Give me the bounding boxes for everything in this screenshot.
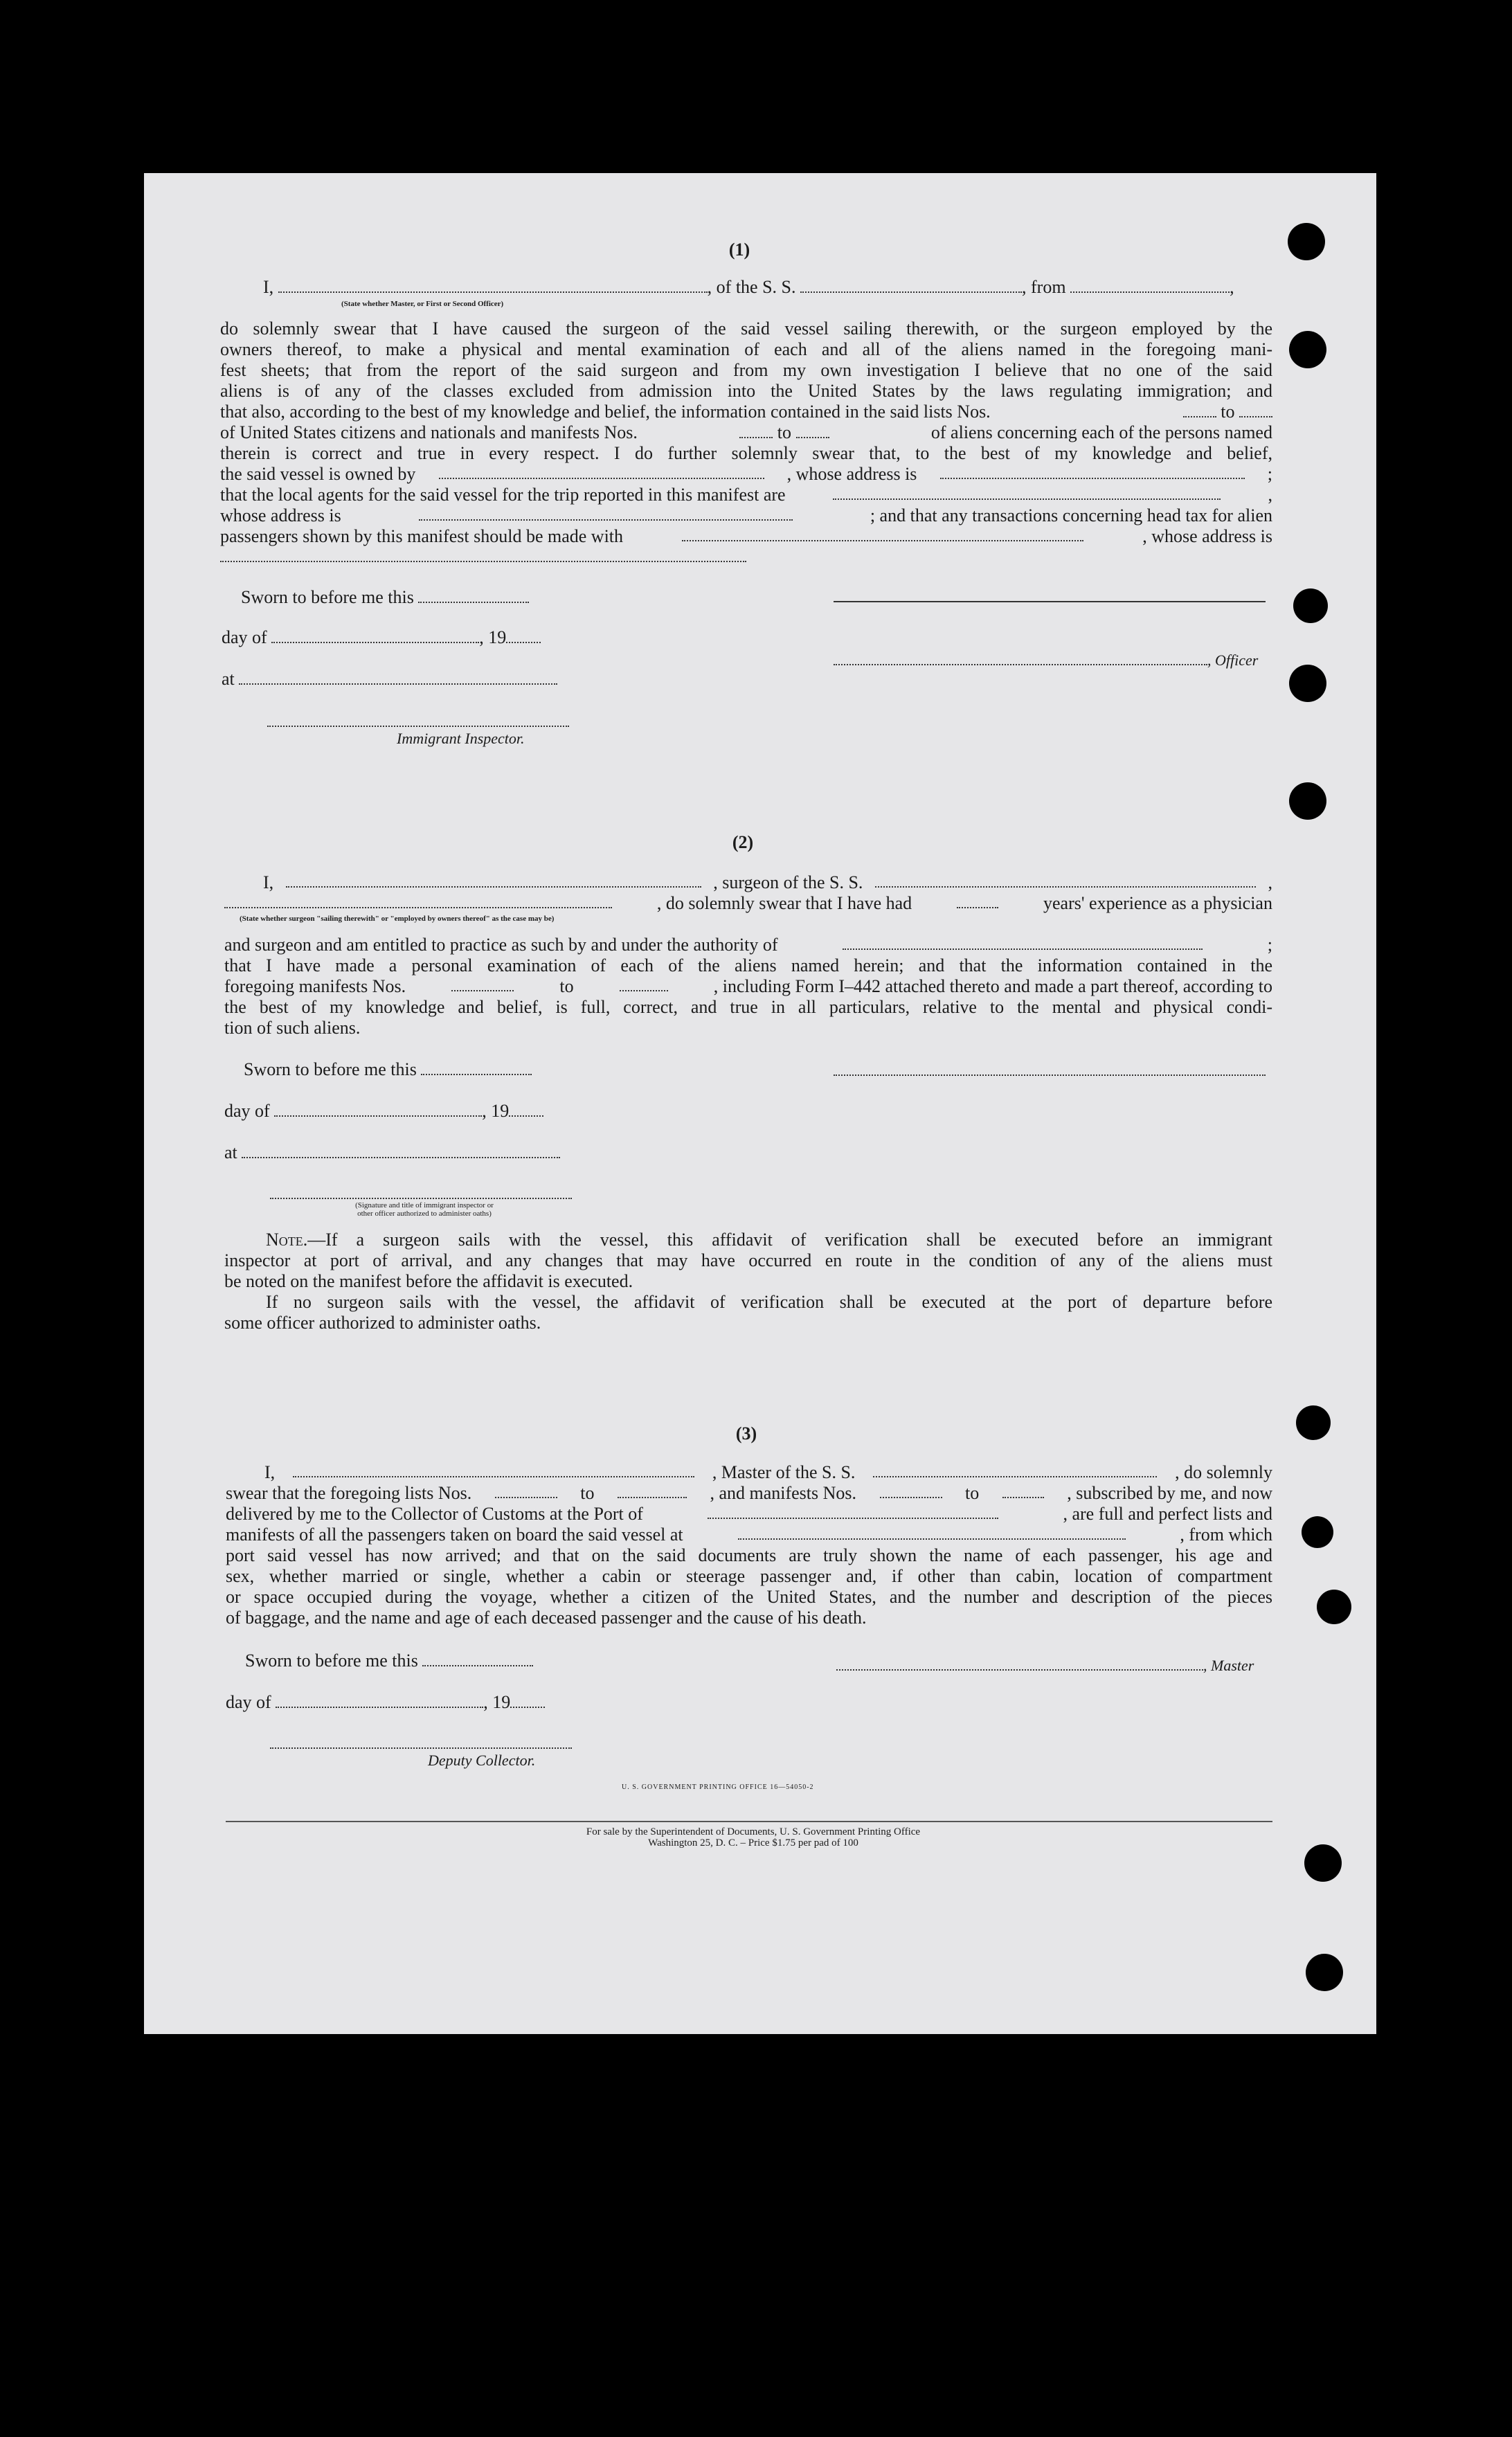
punch-hole [1289,665,1326,702]
surgeon-note [224,1230,1272,1333]
ship-name-field[interactable] [800,278,1022,293]
section-2-line-2 [224,893,1272,914]
address-continuation-field[interactable] [220,561,746,562]
owner-field[interactable] [439,464,764,479]
text: , surgeon of the S. S. [713,872,863,892]
text: ; [1267,935,1272,955]
body-line [220,526,1272,547]
body-line: that I have made a personal examination of each of the aliens named herein; and that the information contained in the [224,955,1272,975]
manifest-from-field[interactable] [880,1483,942,1498]
note-line: inspector at port of arrival, and any changes that may have occurred en route in the condition of any of the aliens must [224,1250,1272,1270]
text: , 19 [483,1692,511,1712]
agent-address-field[interactable] [419,505,793,521]
body-line: sex, whether married or single, whether a cabin or steerage passenger and, if other than cabin, location of compartment [226,1566,1272,1586]
text: years' experience as a physician [1043,893,1272,913]
text: , [1268,872,1272,892]
surgeon-status-field[interactable] [224,893,612,908]
text: , of the S. S. [707,277,796,297]
inspector-signature-line[interactable] [270,1198,572,1199]
surgeon-signature-line[interactable] [834,1074,1266,1076]
day-month-field[interactable] [271,628,479,643]
text: , whose address is [1142,526,1272,546]
manifest-to-field[interactable] [796,423,829,438]
place-field[interactable] [242,1143,560,1158]
body-line: owners thereof, to make a physical and mental examination of each and all of the aliens named in the foregoing mani- [220,339,1272,359]
punch-hole [1296,1405,1331,1440]
sworn-date-field[interactable] [418,588,529,603]
text: swear that the foregoing lists Nos. [226,1483,472,1503]
text: , are full and perfect lists and [1063,1504,1272,1524]
manifest-to-field[interactable] [1002,1483,1044,1498]
body-line [224,976,1272,997]
text: , and manifests Nos. [710,1483,857,1503]
note-label: Note. [266,1230,308,1250]
text: other officer authorized to administer oaths) [357,1209,492,1218]
text: , do solemnly swear that I have had [656,893,912,913]
text: , whose address is [786,464,917,484]
authority-field[interactable] [843,935,1203,950]
body-line: the best of my knowledge and belief, is full, correct, and true in all particulars, relative to the mental and physical condi- [224,997,1272,1017]
head-tax-agent-field[interactable] [682,526,1083,541]
text: —If a surgeon sails with the vessel, this affidavit of verification shall be executed before an immigrant [307,1230,1272,1250]
day-month-field[interactable] [276,1693,483,1708]
manifest-from-field[interactable] [451,976,514,991]
immigrant-inspector-label: Immigrant Inspector. [397,730,525,747]
body-line: port said vessel has now arrived; and that on the said documents are truly shown the name of each passenger, his age and [226,1545,1272,1565]
body-line [226,1504,1272,1525]
master-label: , Master [1203,1657,1254,1674]
officer-title-note: (State whether Master, or First or Second Officer) [341,300,504,308]
day-of-1 [222,627,541,648]
text: , from [1022,277,1066,297]
text: ; and that any transactions concerning head tax for alien [870,505,1272,525]
officer-signature-line-1[interactable] [834,601,1266,602]
form-page [144,173,1376,2034]
note-line: If no surgeon sails with the vessel, the affidavit of verification shall be executed at the port of departure before [266,1292,1272,1312]
body-line: tion of such aliens. [224,1018,361,1038]
day-of-2 [224,1101,543,1122]
text: , Master of the S. S. [712,1462,856,1482]
year-field[interactable] [510,1693,545,1708]
text: For sale by the Superintendent of Documents, U. S. Government Printing Office [586,1826,921,1837]
place-field[interactable] [239,669,557,685]
sworn-3 [245,1651,533,1671]
text: , [1230,277,1234,297]
punch-hole [1302,1516,1333,1548]
text: whose address is [220,505,341,525]
body-line [226,1525,1272,1545]
section-2-line-1 [263,872,1272,893]
signature-note [276,1201,573,1218]
inspector-signature-line[interactable] [267,726,569,727]
list-from-field[interactable] [1183,402,1216,417]
embark-port-field[interactable] [738,1525,1126,1540]
body-line [220,485,1272,505]
text: Washington 25, D. C. – Price $1.75 per pad of 100 [648,1837,858,1849]
text: day of [224,1101,270,1121]
at-2 [224,1142,560,1163]
note-line: some officer authorized to administer oaths. [224,1313,541,1333]
text: I, [263,277,274,297]
punch-hole [1288,223,1325,260]
port-field[interactable] [708,1504,998,1519]
text: , do solemnly [1175,1462,1272,1482]
list-to-field[interactable] [1239,402,1272,417]
day-of-3 [226,1692,545,1713]
punch-hole [1289,782,1326,820]
body-line: aliens is of any of the classes excluded from admission into the United States by the laws regulating immigration; and [220,381,1272,401]
year-field[interactable] [509,1101,543,1117]
text: delivered by me to the Collector of Customs at the Port of [226,1504,643,1524]
at-1 [222,669,557,690]
text: to [777,422,792,442]
text: of United States citizens and nationals and manifests Nos. [220,422,638,442]
note-line: be noted on the manifest before the affidavit is executed. [224,1271,633,1291]
sworn-2 [244,1059,532,1080]
text: I, [264,1462,276,1482]
gpo-imprint: U. S. GOVERNMENT PRINTING OFFICE 16—54050-2 [622,1783,814,1791]
text: the said vessel is owned by [220,464,416,484]
officer-signature-field[interactable] [834,650,1207,665]
text: passengers shown by this manifest should be made with [220,526,624,546]
text: I, [263,872,274,892]
text: manifests of all the passengers taken on board the said vessel at [226,1525,683,1545]
officer-line [834,649,1258,671]
list-from-field[interactable] [495,1483,557,1498]
text: ; [1267,464,1272,484]
body-line: of baggage, and the name and age of each deceased passenger and the cause of his death. [226,1608,867,1628]
section-2-body [224,935,1272,1038]
text: of aliens concerning each of the persons named [930,422,1272,442]
punch-hole [1293,588,1328,623]
collector-signature-line[interactable] [270,1747,572,1749]
text: , 19 [482,1101,510,1121]
deputy-collector-label: Deputy Collector. [428,1752,536,1769]
surgeon-status-note: (State whether surgeon "sailing therewith" or "employed by owners thereof" as the case may be) [240,915,555,923]
surgeon-name-field[interactable] [286,872,701,888]
text: to [580,1483,595,1503]
list-to-field[interactable] [618,1483,687,1498]
body-line [226,1462,1272,1483]
punch-hole [1306,1954,1343,1991]
text: to [965,1483,980,1503]
sworn-date-field[interactable] [422,1651,533,1666]
text: day of [226,1692,271,1712]
text: to [559,976,574,996]
text: foregoing manifests Nos. [224,976,406,996]
body-line [220,464,1272,485]
section-3-body [226,1462,1272,1628]
punch-hole [1304,1844,1342,1882]
text: Sworn to before me this [241,587,414,607]
manifest-to-field[interactable] [620,976,668,991]
owner-address-field[interactable] [940,464,1245,479]
body-line: therein is correct and true in every respect. I do further solemnly swear that, to the best of my knowledge and belief, [220,443,1272,463]
section-1-line-1 [263,277,1267,298]
ship-name-field[interactable] [875,872,1256,888]
text: Sworn to before me this [244,1059,417,1079]
text: , subscribed by me, and now [1067,1483,1272,1503]
text: that the local agents for the said vessel for the trip reported in this manifest are [220,485,786,505]
text: , 19 [479,627,507,647]
text: that also, according to the best of my knowledge and belief, the information contained in the said lists Nos. [220,402,991,422]
section-2-number: (2) [732,832,754,852]
footer-rule [226,1821,1272,1822]
manifest-from-field[interactable] [739,423,773,438]
text: , [1268,485,1272,505]
sale-notice [532,1826,975,1849]
local-agents-field[interactable] [833,485,1221,500]
years-experience-field[interactable] [957,893,998,908]
text: (Signature and title of immigrant inspector or [355,1201,494,1209]
day-month-field[interactable] [274,1101,482,1117]
year-field[interactable] [506,628,541,643]
master-signature-field[interactable] [836,1655,1203,1671]
text: day of [222,627,267,647]
text: Sworn to before me this [245,1651,418,1671]
body-line: do solemnly swear that I have caused the surgeon of the said vessel sailing therewith, or the surgeon employed by the [220,318,1272,339]
section-3-number: (3) [735,1423,757,1444]
body-line [220,422,1272,443]
text: to [1221,402,1235,422]
ship-name-field[interactable] [873,1462,1157,1477]
body-line [224,935,1272,955]
master-name-field[interactable] [293,1462,694,1477]
officer-label: , Officer [1207,651,1259,669]
port-from-field[interactable] [1070,278,1230,293]
body-line [220,402,1272,422]
section-1-number: (1) [728,240,750,260]
punch-hole [1289,331,1326,368]
text: at [222,669,235,689]
text: and surgeon and am entitled to practice as such by and under the authority of [224,935,778,955]
section-1-body [220,318,1272,547]
text: at [224,1142,237,1162]
body-line: fest sheets; that from the report of the said surgeon and from my own investigation I believe that no one of the said [220,360,1272,380]
sworn-date-field[interactable] [421,1060,532,1075]
note-line [224,1230,1272,1250]
sworn-1 [241,587,529,608]
text: , including Form I–442 attached thereto and made a part thereof, according to [713,976,1272,996]
body-line: or space occupied during the voyage, whether a citizen of the United States, and the number and description of the pieces [226,1587,1272,1607]
master-signature [836,1655,1254,1676]
body-line [226,1483,1272,1504]
body-line [220,505,1272,526]
officer-title-field[interactable] [278,278,708,293]
text: , from which [1180,1525,1272,1545]
punch-hole [1317,1590,1351,1624]
